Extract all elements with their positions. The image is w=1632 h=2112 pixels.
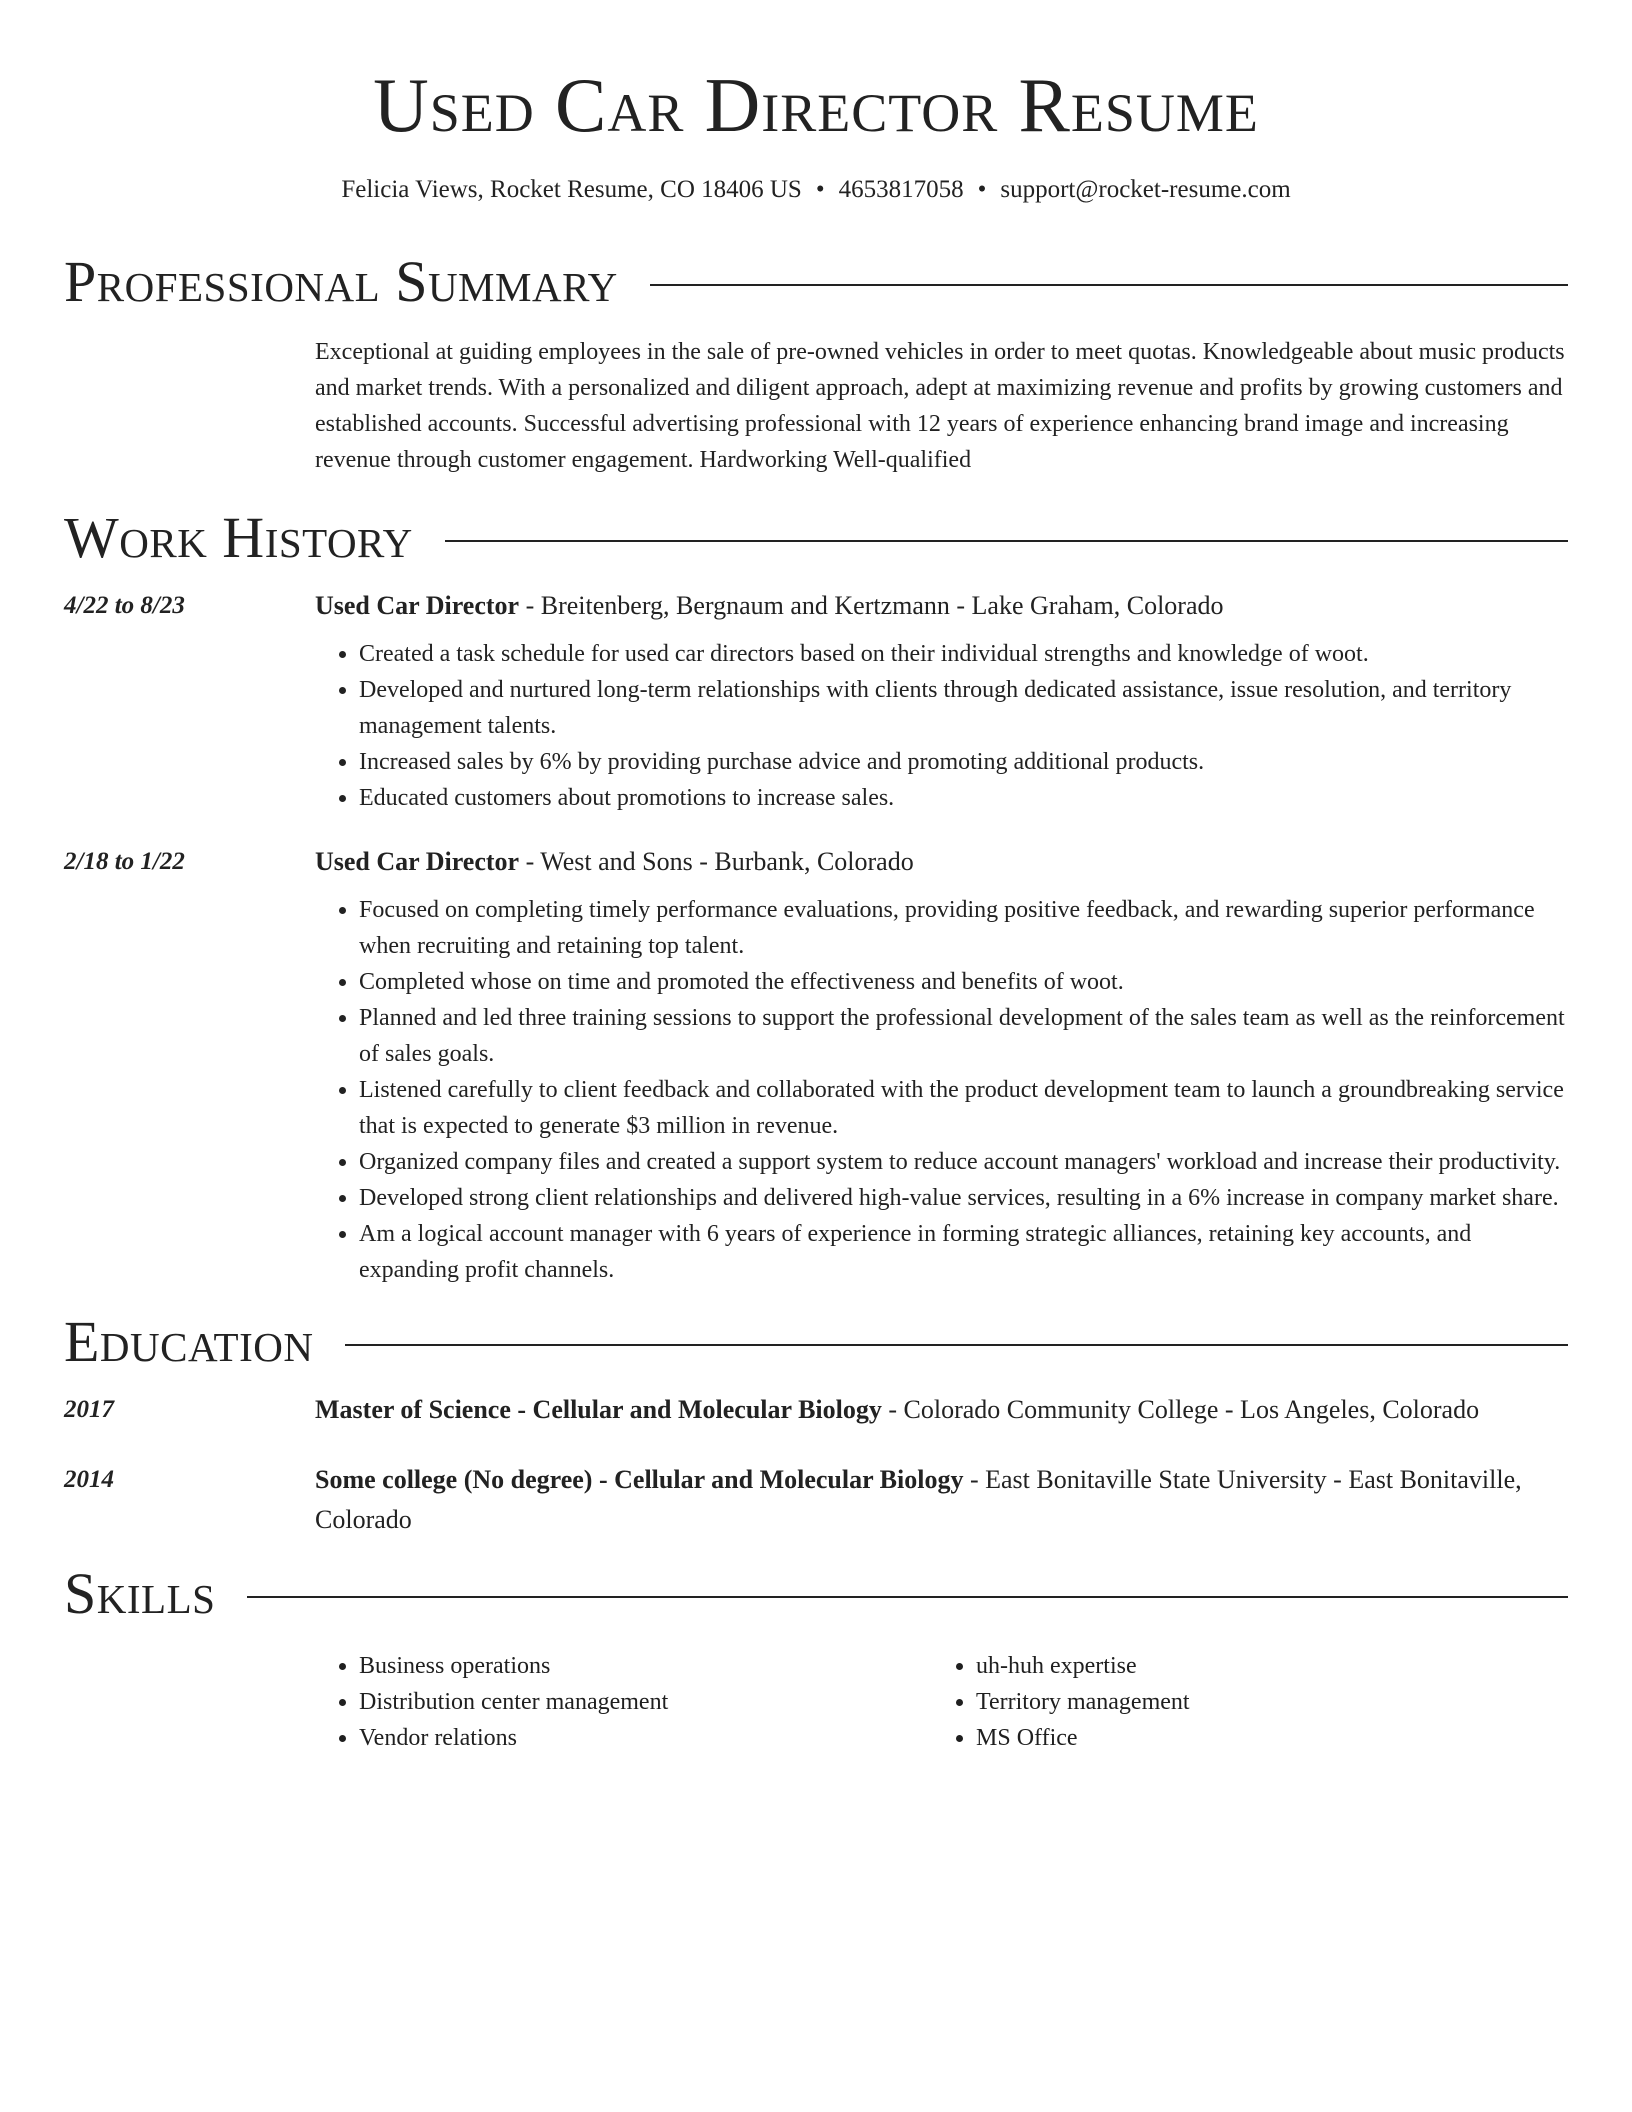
contact-line bbox=[64, 174, 1568, 206]
skills-column-left bbox=[315, 1648, 932, 1756]
work-bullet: • Increased sales by 6% by providing purchase advice and promoting additional products. bbox=[359, 744, 1568, 780]
education-entry-body bbox=[315, 1460, 1568, 1540]
education-entry-body bbox=[315, 1390, 1568, 1430]
job-employer-location: - Breitenberg, Bergnaum and Kertzmann - Lake Graham, Colorado bbox=[519, 591, 1224, 620]
work-entry bbox=[64, 842, 1568, 1288]
skill-item: • uh-huh expertise bbox=[976, 1648, 1549, 1684]
job-title: Used Car Director bbox=[315, 591, 520, 620]
work-dates: 2/18 to 1/22 bbox=[64, 848, 185, 875]
education-year: 2017 bbox=[64, 1396, 114, 1423]
work-entry bbox=[64, 586, 1568, 816]
work-dates: 4/22 to 8/23 bbox=[64, 592, 185, 619]
job-title: Used Car Director bbox=[315, 847, 520, 876]
contact-email: support@rocket-resume.com bbox=[1000, 176, 1291, 203]
work-bullet-list bbox=[315, 892, 1568, 1288]
work-entry-body bbox=[315, 586, 1568, 816]
work-bullet: • Listened carefully to client feedback and collaborated with the product development team to launch a groundbreaking service that is expected to generate $3 million in revenue. bbox=[359, 1072, 1568, 1144]
degree-name: Some college (No degree) - Cellular and Molecular Biology bbox=[315, 1465, 964, 1494]
resume-title: Used Car Director Resume bbox=[373, 62, 1259, 148]
contact-phone: 4653817058 bbox=[838, 176, 964, 203]
education-year: 2014 bbox=[64, 1466, 114, 1493]
skills-list bbox=[315, 1648, 1568, 1756]
work-heading: Work History bbox=[64, 505, 413, 570]
work-bullet: • Focused on completing timely performance evaluations, providing positive feedback, and rewarding superior performance when recruiting and retaining top talent. bbox=[359, 892, 1568, 964]
work-bullet: • Created a task schedule for used car directors based on their individual strengths and knowledge of woot. bbox=[359, 636, 1568, 672]
section-divider bbox=[247, 1596, 1568, 1598]
education-entry bbox=[64, 1390, 1568, 1430]
skills-section-header bbox=[64, 1562, 1568, 1626]
contact-separator: • bbox=[815, 176, 825, 203]
work-position-line bbox=[315, 842, 1568, 882]
skill-item: • Vendor relations bbox=[359, 1720, 932, 1756]
section-divider bbox=[650, 284, 1568, 286]
work-section-header bbox=[64, 506, 1568, 570]
summary-section-header bbox=[64, 250, 1568, 314]
skill-item: • Territory management bbox=[976, 1684, 1549, 1720]
work-entry-body bbox=[315, 842, 1568, 1288]
skill-item: • Distribution center management bbox=[359, 1684, 932, 1720]
education-heading: Education bbox=[64, 1309, 314, 1374]
skills-heading: Skills bbox=[64, 1561, 216, 1626]
work-bullet: • Organized company files and created a support system to reduce account managers' workload and increase their productivity. bbox=[359, 1144, 1568, 1180]
education-entry bbox=[64, 1460, 1568, 1540]
job-employer-location: - West and Sons - Burbank, Colorado bbox=[519, 847, 914, 876]
section-divider bbox=[445, 540, 1568, 542]
work-bullet: • Am a logical account manager with 6 years of experience in forming strategic alliances, retaining key accounts, and expanding profit channels. bbox=[359, 1216, 1568, 1288]
skill-item: • Business operations bbox=[359, 1648, 932, 1684]
school-location: - East Bonitaville State University - East Bonitaville, Colorado bbox=[315, 1465, 1522, 1534]
contact-address: Felicia Views, Rocket Resume, CO 18406 US bbox=[341, 176, 802, 203]
skills-column-right bbox=[932, 1648, 1549, 1756]
work-bullet-list bbox=[315, 636, 1568, 816]
work-bullet: • Completed whose on time and promoted the effectiveness and benefits of woot. bbox=[359, 964, 1568, 1000]
degree-name: Master of Science - Cellular and Molecular Biology bbox=[315, 1395, 882, 1424]
contact-separator: • bbox=[977, 176, 987, 203]
skill-item: • MS Office bbox=[976, 1720, 1549, 1756]
summary-heading: Professional Summary bbox=[64, 249, 618, 314]
section-divider bbox=[345, 1344, 1568, 1346]
school-location: - Colorado Community College - Los Angeles, Colorado bbox=[881, 1395, 1480, 1424]
work-bullet: • Developed strong client relationships and delivered high-value services, resulting in a 6% increase in company market share. bbox=[359, 1180, 1568, 1216]
education-section-header bbox=[64, 1310, 1568, 1374]
summary-text: Exceptional at guiding employees in the sale of pre-owned vehicles in order to meet quotas. Knowledgeable about music products and market trends. With a personalized and diligent approach, adept at maximizing revenue and profits by growing customers and established accounts. Successful advertising professional with 12 years of experience enhancing brand image and increasing revenue through customer engagement. Hardworking Well-qualified bbox=[315, 339, 1565, 473]
work-bullet: • Planned and led three training sessions to support the professional development of the sales team as well as the reinforcement of sales goals. bbox=[359, 1000, 1568, 1072]
work-bullet: • Developed and nurtured long-term relationships with clients through dedicated assistance, issue resolution, and territory management talents. bbox=[359, 672, 1568, 744]
work-position-line bbox=[315, 586, 1568, 626]
work-bullet: • Educated customers about promotions to increase sales. bbox=[359, 780, 1568, 816]
